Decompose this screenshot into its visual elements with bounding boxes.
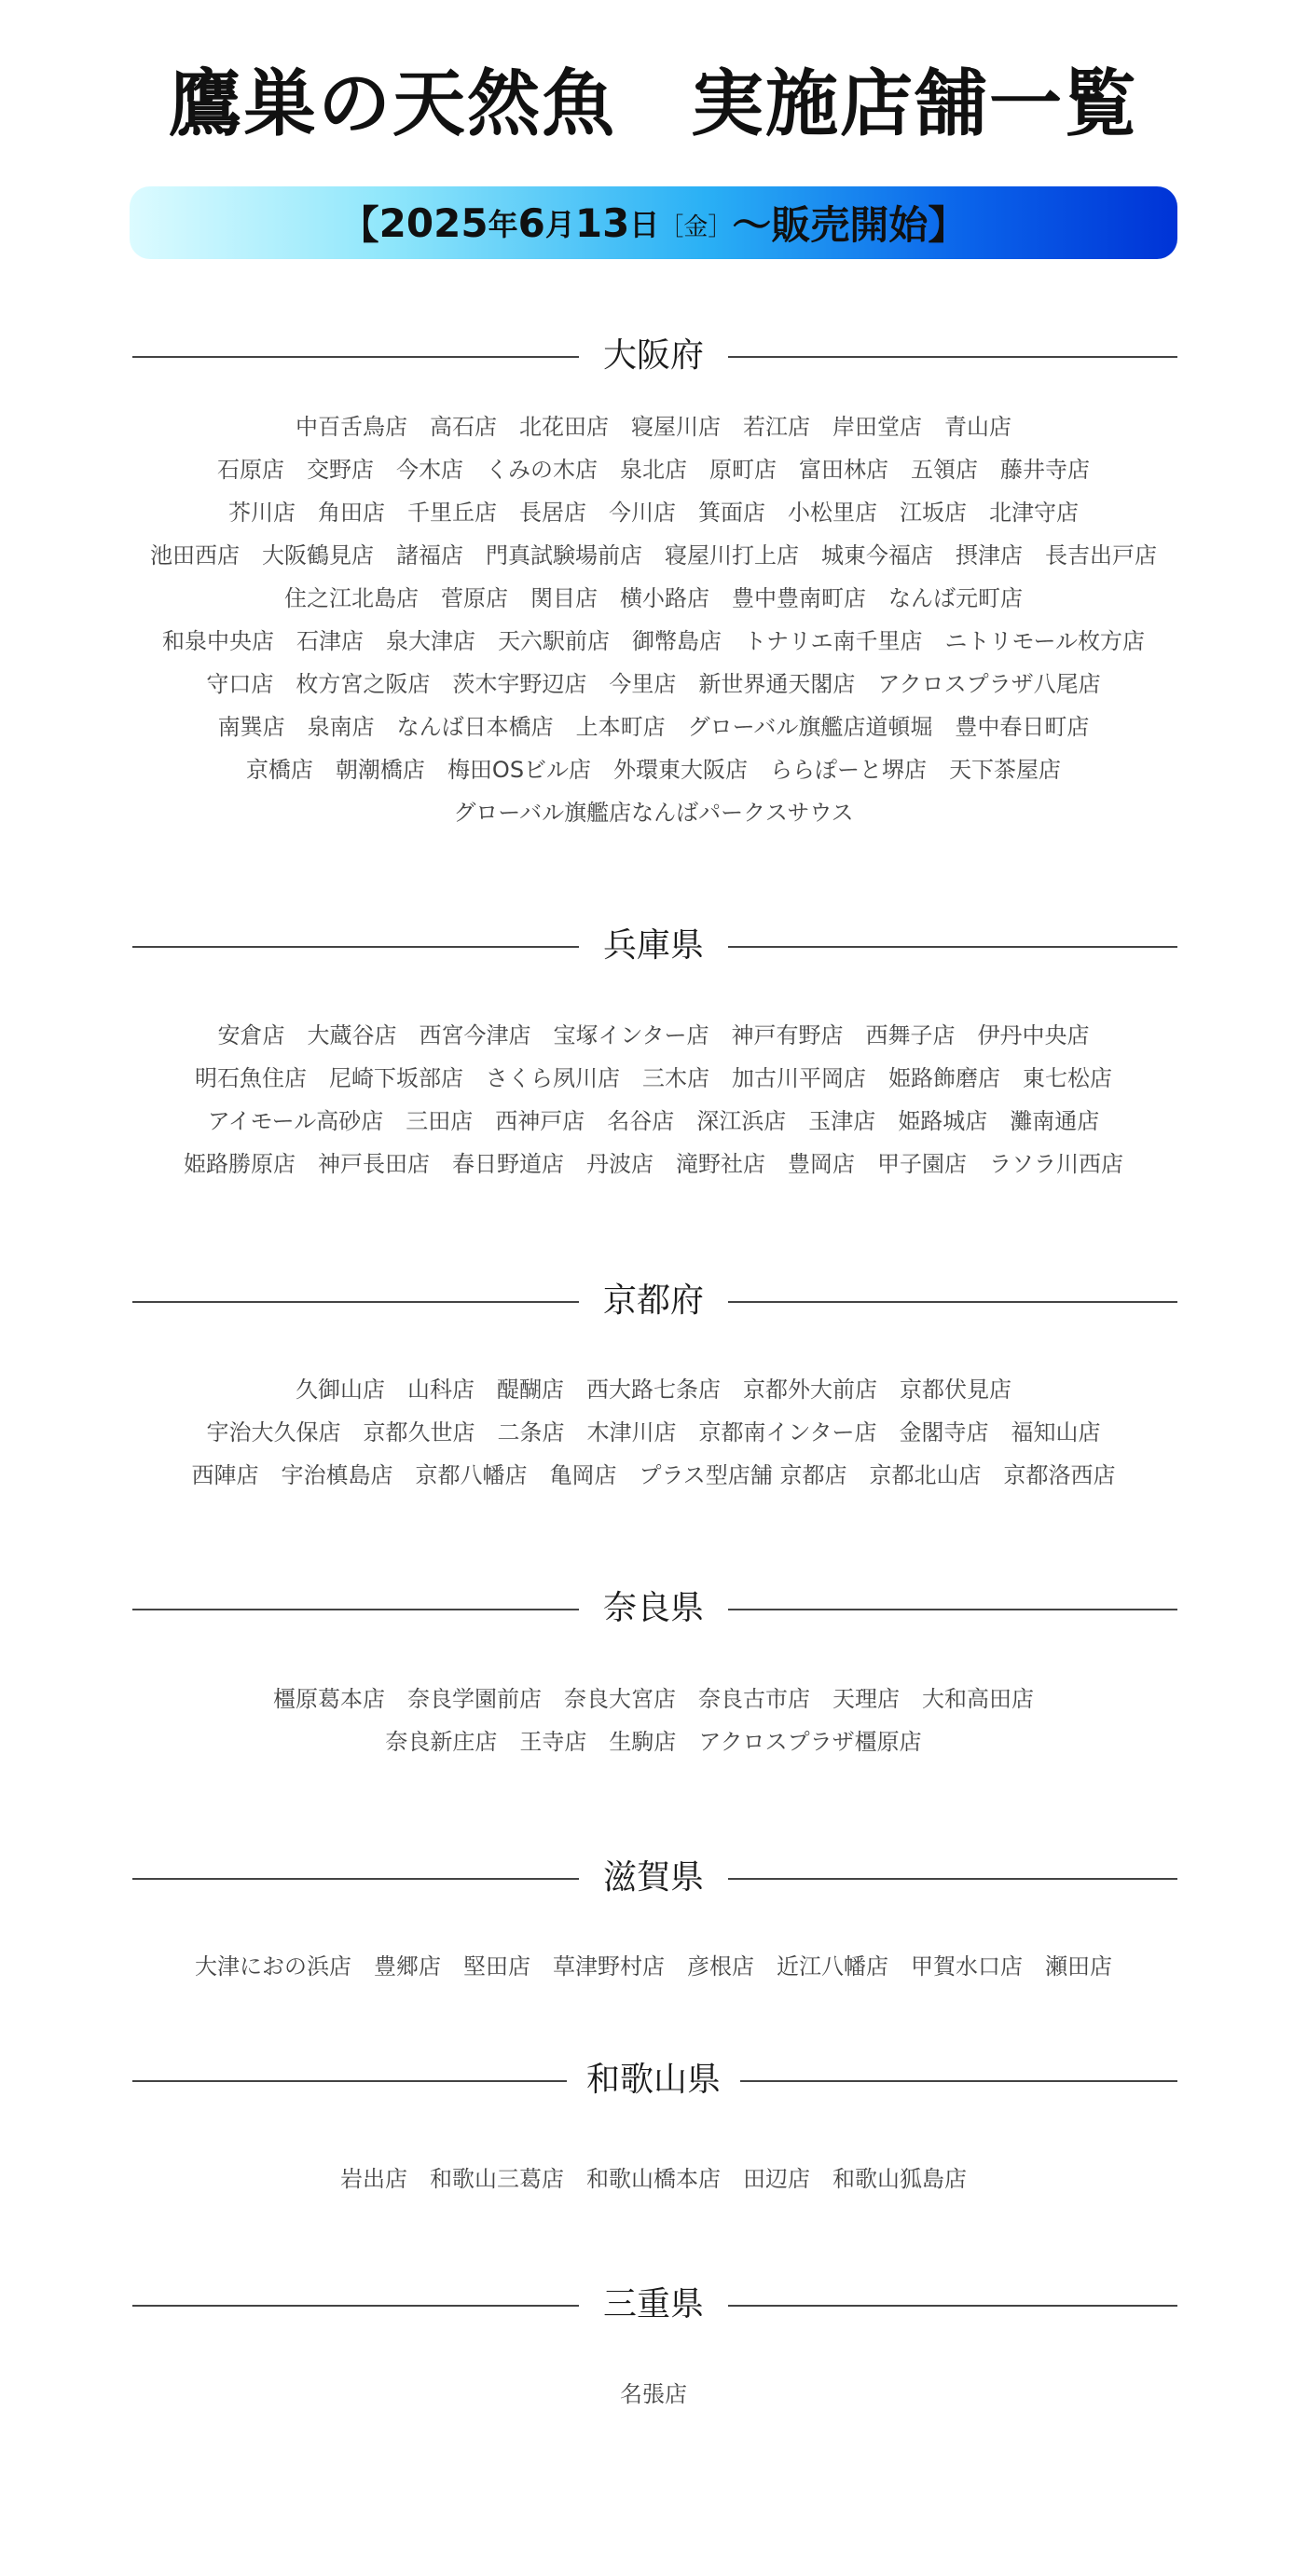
store-name: 京都北山店 <box>869 1462 982 1488</box>
store-name: 明石魚住店 <box>195 1065 307 1091</box>
store-list <box>0 2373 1307 2416</box>
store-row <box>0 748 1307 791</box>
store-name: 三田店 <box>406 1108 474 1134</box>
store-name: 上本町店 <box>575 714 666 740</box>
store-row <box>0 448 1307 491</box>
store-name: 山科店 <box>407 1377 475 1403</box>
store-name: 泉南店 <box>307 714 375 740</box>
store-name: 西陣店 <box>191 1462 259 1488</box>
prefecture-section <box>0 2052 1307 2200</box>
store-name: 田辺店 <box>743 2166 810 2192</box>
store-name: 甲賀水口店 <box>911 1953 1023 1980</box>
store-name: 名張店 <box>620 2381 687 2407</box>
store-name: 寝屋川店 <box>631 414 721 440</box>
section-header <box>0 1273 1307 1329</box>
store-name: 橿原葛本店 <box>273 1686 385 1712</box>
divider-line <box>728 1878 1177 1880</box>
store-name: 北花田店 <box>519 414 609 440</box>
store-name: 春日野道店 <box>452 1151 564 1177</box>
store-name: 木津川店 <box>586 1419 677 1446</box>
store-name: 諸福店 <box>396 542 463 569</box>
divider-line <box>728 946 1177 948</box>
store-name: 大蔵谷店 <box>307 1022 397 1048</box>
store-name: 若江店 <box>743 414 810 440</box>
store-name: 福知山店 <box>1011 1419 1101 1446</box>
store-name: くみの木店 <box>486 457 598 483</box>
sale-start-banner <box>130 186 1177 259</box>
store-name: 草津野村店 <box>553 1953 665 1980</box>
store-name: 今川店 <box>609 500 676 526</box>
store-name: アクロスプラザ八尾店 <box>877 671 1101 697</box>
store-name: 姫路勝原店 <box>184 1151 296 1177</box>
store-name: 池田西店 <box>150 542 240 569</box>
store-name: 彦根店 <box>687 1953 754 1980</box>
store-name: 箕面店 <box>698 500 765 526</box>
store-name: 奈良学園前店 <box>407 1686 542 1712</box>
prefecture-heading: 京都府 <box>602 1281 704 1320</box>
store-name: 石原店 <box>217 457 284 483</box>
store-name: グローバル旗艦店なんばパークスサウス <box>453 800 854 826</box>
prefecture-heading: 三重県 <box>602 2285 704 2323</box>
store-name: 豊岡店 <box>788 1151 855 1177</box>
store-row <box>0 1014 1307 1057</box>
store-list <box>0 2158 1307 2200</box>
store-name: 玉津店 <box>808 1108 876 1134</box>
store-name: さくら夙川店 <box>486 1065 620 1091</box>
store-name: 西神戸店 <box>495 1108 585 1134</box>
prefecture-heading: 和歌山県 <box>585 2061 721 2099</box>
banner-month: 6 <box>517 199 545 246</box>
section-header <box>0 1850 1307 1906</box>
store-name: プラス型店舗 京都店 <box>639 1462 847 1488</box>
store-name: 大阪鶴見店 <box>262 542 374 569</box>
store-row <box>0 1454 1307 1497</box>
store-name: ららぽーと堺店 <box>770 757 928 783</box>
prefecture-heading: 兵庫県 <box>602 926 704 965</box>
store-name: 和歌山三葛店 <box>430 2166 564 2192</box>
store-list <box>0 1945 1307 1988</box>
store-name: アクロスプラザ橿原店 <box>698 1729 922 1755</box>
store-name: 甲子園店 <box>877 1151 967 1177</box>
store-name: 高石店 <box>430 414 497 440</box>
store-name: 交野店 <box>307 457 374 483</box>
store-name: 長居店 <box>519 500 586 526</box>
prefecture-section <box>0 1581 1307 1763</box>
store-name: 二条店 <box>497 1419 565 1446</box>
store-name: 寝屋川打上店 <box>665 542 799 569</box>
store-name: 神戸有野店 <box>731 1022 844 1048</box>
store-name: 豊郷店 <box>374 1953 441 1980</box>
store-name: 東七松店 <box>1023 1065 1112 1091</box>
store-list <box>0 405 1307 834</box>
store-name: 豊中春日町店 <box>955 714 1090 740</box>
divider-line <box>740 2080 1177 2082</box>
store-name: 新世界通天閣店 <box>698 671 856 697</box>
store-row <box>0 663 1307 706</box>
store-name: 奈良古市店 <box>698 1686 810 1712</box>
store-name: 江坂店 <box>900 500 967 526</box>
store-name: 宝塚インター店 <box>553 1022 709 1048</box>
store-name: 泉北店 <box>620 457 687 483</box>
store-name: 奈良新庄店 <box>385 1729 498 1755</box>
store-row <box>0 1100 1307 1143</box>
store-name: 御幣島店 <box>631 628 722 654</box>
banner-year: 2025 <box>378 199 488 246</box>
store-name: 摂津店 <box>956 542 1023 569</box>
store-name: 瀬田店 <box>1045 1953 1112 1980</box>
store-name: 宇治大久保店 <box>206 1419 341 1446</box>
store-name: 亀岡店 <box>549 1462 617 1488</box>
banner-weekday: ［金］ <box>659 212 733 241</box>
store-row <box>0 1143 1307 1185</box>
store-name: 伊丹中央店 <box>977 1022 1090 1048</box>
store-name: 枚方宮之阪店 <box>296 671 431 697</box>
store-name: 京都八幡店 <box>415 1462 528 1488</box>
divider-line <box>728 1301 1177 1303</box>
store-name: 西宮今津店 <box>419 1022 531 1048</box>
banner-month-unit: 月 <box>544 207 575 242</box>
store-name: 奈良大宮店 <box>564 1686 676 1712</box>
store-name: 西大路七条店 <box>586 1377 721 1403</box>
store-name: 王寺店 <box>519 1729 587 1755</box>
page-title: 鷹巣の天然魚 実施店舗一覧 <box>168 62 1138 146</box>
store-name: 天理店 <box>832 1686 900 1712</box>
store-name: 長吉出戸店 <box>1045 542 1157 569</box>
section-header <box>0 918 1307 974</box>
store-name: 石津店 <box>296 628 364 654</box>
store-name: 守口店 <box>206 671 274 697</box>
store-name: 城東今福店 <box>821 542 933 569</box>
store-row <box>0 2158 1307 2200</box>
store-list <box>0 1014 1307 1185</box>
banner-open-bracket: 【 <box>339 202 379 248</box>
store-name: 朝潮橋店 <box>335 757 425 783</box>
store-name: 神戸長田店 <box>318 1151 430 1177</box>
divider-line <box>728 356 1177 358</box>
store-row <box>0 1368 1307 1411</box>
store-name: 茨木宇野辺店 <box>452 671 587 697</box>
store-name: 灘南通店 <box>1010 1108 1100 1134</box>
banner-sale-start: ～販売開始】 <box>732 202 968 248</box>
store-name: 生駒店 <box>609 1729 677 1755</box>
banner-year-unit: 年 <box>488 207 518 242</box>
section-header <box>0 1581 1307 1637</box>
store-name: 梅田OSビル店 <box>447 757 592 783</box>
store-name: 金閣寺店 <box>899 1419 989 1446</box>
store-name: ニトリモール枚方店 <box>944 628 1146 654</box>
store-name: 西舞子店 <box>865 1022 956 1048</box>
store-name: 南巽店 <box>217 714 285 740</box>
store-row <box>0 2373 1307 2416</box>
store-name: 近江八幡店 <box>777 1953 888 1980</box>
store-name: グローバル旗艦店道頓堀 <box>687 714 933 740</box>
divider-line <box>728 2305 1177 2307</box>
store-row <box>0 577 1307 620</box>
store-name: 京都洛西店 <box>1003 1462 1116 1488</box>
store-name: 加古川平岡店 <box>732 1065 866 1091</box>
store-name: 五領店 <box>911 457 978 483</box>
store-name: 京都外大前店 <box>743 1377 877 1403</box>
store-name: ラソラ川西店 <box>989 1151 1123 1177</box>
store-name: 宇治槙島店 <box>281 1462 393 1488</box>
store-name: 堅田店 <box>463 1953 530 1980</box>
store-name: 和歌山橋本店 <box>586 2166 721 2192</box>
store-name: 関目店 <box>530 585 598 611</box>
store-name: 天下茶屋店 <box>949 757 1062 783</box>
prefecture-section <box>0 328 1307 834</box>
store-name: 今里店 <box>609 671 677 697</box>
store-row <box>0 1945 1307 1988</box>
prefecture-section <box>0 918 1307 1185</box>
store-name: 菅原店 <box>441 585 508 611</box>
store-list <box>0 1678 1307 1763</box>
store-name: なんば日本橋店 <box>396 714 554 740</box>
store-name: 横小路店 <box>620 585 709 611</box>
store-name: 中百舌鳥店 <box>296 414 407 440</box>
divider-line <box>728 1609 1177 1610</box>
store-name: 三木店 <box>642 1065 709 1091</box>
section-header <box>0 2277 1307 2333</box>
store-name: 丹波店 <box>586 1151 654 1177</box>
store-name: 京都久世店 <box>363 1419 475 1446</box>
section-header <box>0 328 1307 384</box>
store-name: 原町店 <box>709 457 777 483</box>
store-name: なんば元町店 <box>888 585 1023 611</box>
store-name: 和泉中央店 <box>161 628 274 654</box>
store-list <box>0 1368 1307 1497</box>
store-name: 和歌山狐島店 <box>832 2166 967 2192</box>
store-name: 京橋店 <box>245 757 313 783</box>
store-row <box>0 620 1307 663</box>
section-header <box>0 2052 1307 2108</box>
store-name: 安倉店 <box>217 1022 285 1048</box>
store-name: アイモール高砂店 <box>207 1108 384 1134</box>
store-name: 千里丘店 <box>407 500 497 526</box>
store-name: 住之江北島店 <box>284 585 419 611</box>
store-name: 岸田堂店 <box>832 414 922 440</box>
store-name: 大和高田店 <box>922 1686 1034 1712</box>
store-name: 小松里店 <box>788 500 877 526</box>
store-name: 外環東大阪店 <box>613 757 749 783</box>
store-name: 門真試験場前店 <box>486 542 642 569</box>
store-name: 大津におの浜店 <box>195 1953 351 1980</box>
prefecture-section <box>0 1273 1307 1497</box>
store-row <box>0 534 1307 577</box>
store-name: 京都南インター店 <box>698 1419 877 1446</box>
prefecture-heading: 大阪府 <box>602 336 704 375</box>
store-row <box>0 491 1307 534</box>
store-row <box>0 1678 1307 1720</box>
store-name: 姫路城店 <box>898 1108 988 1134</box>
prefecture-heading: 奈良県 <box>602 1589 704 1627</box>
store-name: 天六駅前店 <box>497 628 610 654</box>
store-row <box>0 405 1307 448</box>
store-name: 醍醐店 <box>497 1377 564 1403</box>
store-name: 富田林店 <box>799 457 888 483</box>
store-name: 今木店 <box>396 457 463 483</box>
store-name: 岩出店 <box>340 2166 407 2192</box>
store-name: トナリエ南千里店 <box>743 628 923 654</box>
store-row <box>0 1720 1307 1763</box>
store-name: 豊中豊南町店 <box>732 585 866 611</box>
store-name: 久御山店 <box>296 1377 385 1403</box>
store-row <box>0 791 1307 834</box>
prefecture-heading: 滋賀県 <box>602 1858 704 1897</box>
store-name: 角田店 <box>318 500 385 526</box>
store-name: 藤井寺店 <box>1000 457 1090 483</box>
banner-day: 13 <box>574 199 630 246</box>
store-name: 泉大津店 <box>385 628 475 654</box>
store-name: 芥川店 <box>228 500 296 526</box>
store-name: 京都伏見店 <box>900 1377 1011 1403</box>
store-name: 名谷店 <box>607 1108 675 1134</box>
store-name: 姫路飾磨店 <box>888 1065 1000 1091</box>
store-name: 滝野社店 <box>676 1151 765 1177</box>
store-row <box>0 1411 1307 1454</box>
store-name: 北津守店 <box>989 500 1079 526</box>
store-name: 尼崎下坂部店 <box>329 1065 463 1091</box>
store-name: 深江浜店 <box>696 1108 787 1134</box>
store-name: 青山店 <box>944 414 1011 440</box>
store-row <box>0 1057 1307 1100</box>
prefecture-section <box>0 1850 1307 1988</box>
banner-day-unit: 日 <box>629 207 660 242</box>
store-row <box>0 706 1307 748</box>
prefecture-section <box>0 2277 1307 2416</box>
